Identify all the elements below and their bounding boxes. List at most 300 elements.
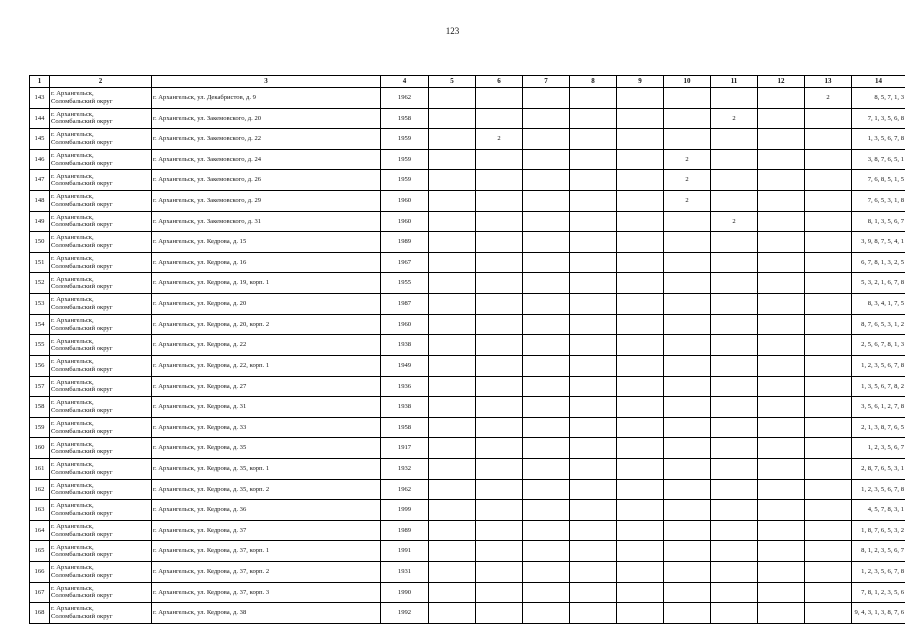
value-cell xyxy=(476,314,523,335)
district-line: Соломбальский округ xyxy=(51,427,113,435)
district-cell xyxy=(50,458,152,479)
column-header: 14 xyxy=(852,76,905,88)
list-cell: 1, 3, 5, 6, 7, 8 xyxy=(852,129,905,150)
value-cell xyxy=(523,562,570,583)
value-cell xyxy=(617,520,664,541)
value-cell: 2 xyxy=(664,149,711,170)
value-cell xyxy=(758,520,805,541)
value-cell xyxy=(523,417,570,438)
year-cell: 1992 xyxy=(381,603,429,624)
table-row xyxy=(30,500,905,521)
address-cell: г. Архангельск, ул. Кедрова, д. 37 xyxy=(152,520,381,541)
value-cell xyxy=(617,335,664,356)
address-cell: г. Архангельск, ул. Кедрова, д. 22 xyxy=(152,335,381,356)
value-cell xyxy=(758,294,805,315)
value-cell xyxy=(617,232,664,253)
district-cell xyxy=(50,376,152,397)
year-cell: 1987 xyxy=(381,294,429,315)
value-cell xyxy=(617,582,664,603)
year-cell: 1989 xyxy=(381,232,429,253)
table-row xyxy=(30,191,905,212)
value-cell xyxy=(429,335,476,356)
value-cell xyxy=(805,355,852,376)
value-cell xyxy=(805,273,852,294)
value-cell xyxy=(711,520,758,541)
value-cell xyxy=(617,603,664,624)
value-cell xyxy=(523,232,570,253)
address-cell: г. Архангельск, ул. Кедрова, д. 35 xyxy=(152,438,381,459)
district-cell xyxy=(50,149,152,170)
value-cell xyxy=(664,314,711,335)
district-cell xyxy=(50,129,152,150)
value-cell xyxy=(758,170,805,191)
district-line: г. Архангельск, xyxy=(51,213,94,221)
value-cell xyxy=(476,294,523,315)
value-cell xyxy=(711,149,758,170)
row-number: 163 xyxy=(30,500,50,521)
list-cell: 8, 7, 6, 5, 3, 1, 2 xyxy=(852,314,905,335)
row-number: 166 xyxy=(30,562,50,583)
table-row xyxy=(30,376,905,397)
list-cell: 1, 2, 3, 5, 6, 7, 8 xyxy=(852,479,905,500)
district-line: г. Архангельск, xyxy=(51,564,94,572)
row-number: 153 xyxy=(30,294,50,315)
year-cell: 1958 xyxy=(381,417,429,438)
value-cell xyxy=(570,314,617,335)
value-cell xyxy=(476,438,523,459)
address-cell: г. Архангельск, ул. Кедрова, д. 27 xyxy=(152,376,381,397)
district-line: Соломбальский округ xyxy=(51,551,113,559)
value-cell xyxy=(711,500,758,521)
district-line: Соломбальский округ xyxy=(51,509,113,517)
value-cell xyxy=(523,252,570,273)
year-cell: 1962 xyxy=(381,88,429,109)
row-number: 149 xyxy=(30,211,50,232)
value-cell xyxy=(805,603,852,624)
table-body xyxy=(30,88,905,624)
value-cell xyxy=(758,376,805,397)
value-cell xyxy=(523,149,570,170)
list-cell: 1, 8, 7, 6, 5, 3, 2 xyxy=(852,520,905,541)
value-cell xyxy=(523,458,570,479)
district-cell xyxy=(50,582,152,603)
district-line: Соломбальский округ xyxy=(51,303,113,311)
value-cell xyxy=(664,520,711,541)
district-cell xyxy=(50,479,152,500)
value-cell xyxy=(429,211,476,232)
value-cell xyxy=(523,191,570,212)
address-cell: г. Архангельск, ул. Декабристов, д. 9 xyxy=(152,88,381,109)
value-cell xyxy=(711,191,758,212)
value-cell xyxy=(570,108,617,129)
value-cell xyxy=(805,541,852,562)
value-cell xyxy=(429,149,476,170)
value-cell xyxy=(476,355,523,376)
value-cell: 2 xyxy=(805,88,852,109)
district-line: г. Архангельск, xyxy=(51,358,94,366)
value-cell xyxy=(476,417,523,438)
district-line: г. Архангельск, xyxy=(51,419,94,427)
value-cell: 2 xyxy=(664,191,711,212)
value-cell: 2 xyxy=(664,170,711,191)
value-cell xyxy=(758,417,805,438)
value-cell xyxy=(664,294,711,315)
value-cell xyxy=(664,438,711,459)
value-cell xyxy=(523,211,570,232)
value-cell xyxy=(570,541,617,562)
value-cell xyxy=(476,335,523,356)
district-line: Соломбальский округ xyxy=(51,489,113,497)
district-line: г. Архангельск, xyxy=(51,461,94,469)
table-row xyxy=(30,335,905,356)
value-cell xyxy=(523,108,570,129)
district-line: г. Архангельск, xyxy=(51,543,94,551)
value-cell xyxy=(617,458,664,479)
value-cell xyxy=(617,397,664,418)
address-cell: г. Архангельск, ул. Кедрова, д. 37, корп. 1 xyxy=(152,541,381,562)
value-cell xyxy=(617,417,664,438)
year-cell: 1936 xyxy=(381,376,429,397)
table-row xyxy=(30,541,905,562)
value-cell xyxy=(523,376,570,397)
row-number: 144 xyxy=(30,108,50,129)
table-row xyxy=(30,294,905,315)
value-cell xyxy=(570,438,617,459)
column-header: 8 xyxy=(570,76,617,88)
value-cell xyxy=(476,520,523,541)
row-number: 164 xyxy=(30,520,50,541)
value-cell xyxy=(758,479,805,500)
district-cell xyxy=(50,520,152,541)
row-number: 152 xyxy=(30,273,50,294)
table-row xyxy=(30,603,905,624)
value-cell xyxy=(664,562,711,583)
district-cell xyxy=(50,541,152,562)
row-number: 150 xyxy=(30,232,50,253)
value-cell xyxy=(664,355,711,376)
housing-registry-table xyxy=(29,75,905,624)
value-cell xyxy=(711,232,758,253)
district-line: Соломбальский округ xyxy=(51,571,113,579)
row-number: 155 xyxy=(30,335,50,356)
value-cell: 2 xyxy=(711,211,758,232)
district-line: г. Архангельск, xyxy=(51,523,94,530)
value-cell xyxy=(429,314,476,335)
column-header: 9 xyxy=(617,76,664,88)
list-cell: 6, 7, 8, 1, 3, 2, 5 xyxy=(852,252,905,273)
value-cell xyxy=(805,314,852,335)
value-cell xyxy=(570,129,617,150)
value-cell xyxy=(758,273,805,294)
value-cell xyxy=(429,191,476,212)
district-cell xyxy=(50,438,152,459)
value-cell xyxy=(570,88,617,109)
row-number: 156 xyxy=(30,355,50,376)
district-line: г. Архангельск, xyxy=(51,110,94,118)
row-number: 143 xyxy=(30,88,50,109)
value-cell xyxy=(570,191,617,212)
value-cell xyxy=(664,335,711,356)
address-cell: г. Архангельск, ул. Кедрова, д. 38 xyxy=(152,603,381,624)
district-line: Соломбальский округ xyxy=(51,200,113,208)
column-header: 12 xyxy=(758,76,805,88)
year-cell: 1991 xyxy=(381,541,429,562)
district-cell xyxy=(50,603,152,624)
address-cell: г. Архангельск, ул. Кедрова, д. 31 xyxy=(152,397,381,418)
value-cell xyxy=(429,397,476,418)
district-cell xyxy=(50,108,152,129)
year-cell: 1938 xyxy=(381,397,429,418)
address-cell: г. Архангельск, ул. Кедрова, д. 20, корп. 2 xyxy=(152,314,381,335)
value-cell xyxy=(711,397,758,418)
column-header: 7 xyxy=(523,76,570,88)
value-cell xyxy=(523,603,570,624)
value-cell xyxy=(429,417,476,438)
value-cell xyxy=(758,88,805,109)
value-cell xyxy=(476,88,523,109)
value-cell xyxy=(617,541,664,562)
district-line: г. Архангельск, xyxy=(51,399,94,407)
value-cell xyxy=(429,479,476,500)
table-row xyxy=(30,273,905,294)
district-line: Соломбальский округ xyxy=(51,118,113,126)
year-cell: 1999 xyxy=(381,500,429,521)
district-line: Соломбальский округ xyxy=(51,365,113,373)
year-cell: 1960 xyxy=(381,191,429,212)
district-line: Соломбальский округ xyxy=(51,159,113,167)
value-cell xyxy=(523,541,570,562)
list-cell: 1, 3, 5, 6, 7, 8, 2 xyxy=(852,376,905,397)
value-cell xyxy=(758,252,805,273)
column-header: 5 xyxy=(429,76,476,88)
address-cell: г. Архангельск, ул. Кедрова, д. 37, корп. 2 xyxy=(152,562,381,583)
value-cell xyxy=(758,129,805,150)
value-cell xyxy=(805,211,852,232)
value-cell xyxy=(664,417,711,438)
value-cell xyxy=(617,129,664,150)
value-cell xyxy=(429,232,476,253)
value-cell xyxy=(617,500,664,521)
district-line: г. Архангельск, xyxy=(51,193,94,201)
address-cell: г. Архангельск, ул. Кедрова, д. 16 xyxy=(152,252,381,273)
value-cell xyxy=(570,397,617,418)
table-row xyxy=(30,520,905,541)
district-line: г. Архангельск, xyxy=(51,255,94,263)
value-cell xyxy=(617,273,664,294)
value-cell xyxy=(758,397,805,418)
value-cell xyxy=(617,149,664,170)
list-cell: 7, 8, 1, 2, 3, 5, 6 xyxy=(852,582,905,603)
value-cell xyxy=(429,294,476,315)
value-cell xyxy=(617,88,664,109)
list-cell: 2, 8, 7, 6, 5, 3, 1 xyxy=(852,458,905,479)
value-cell xyxy=(711,335,758,356)
value-cell xyxy=(429,500,476,521)
year-cell: 1989 xyxy=(381,520,429,541)
row-number: 168 xyxy=(30,603,50,624)
value-cell xyxy=(805,500,852,521)
value-cell xyxy=(711,252,758,273)
table-row xyxy=(30,108,905,129)
year-cell: 1917 xyxy=(381,438,429,459)
value-cell xyxy=(664,582,711,603)
value-cell xyxy=(758,603,805,624)
value-cell xyxy=(805,191,852,212)
value-cell xyxy=(570,335,617,356)
value-cell xyxy=(805,397,852,418)
year-cell: 1955 xyxy=(381,273,429,294)
column-header: 4 xyxy=(381,76,429,88)
row-number: 146 xyxy=(30,149,50,170)
value-cell xyxy=(805,562,852,583)
value-cell xyxy=(805,438,852,459)
list-cell: 8, 1, 2, 3, 5, 6, 7 xyxy=(852,541,905,562)
row-number: 162 xyxy=(30,479,50,500)
value-cell xyxy=(523,314,570,335)
value-cell xyxy=(570,170,617,191)
value-cell xyxy=(476,170,523,191)
year-cell: 1949 xyxy=(381,355,429,376)
district-cell xyxy=(50,232,152,253)
table-row xyxy=(30,417,905,438)
row-number: 167 xyxy=(30,582,50,603)
table-row xyxy=(30,314,905,335)
list-cell: 2, 5, 6, 7, 8, 1, 3 xyxy=(852,335,905,356)
year-cell: 1990 xyxy=(381,582,429,603)
list-cell: 7, 1, 3, 5, 6, 8 xyxy=(852,108,905,129)
address-cell: г. Архангельск, ул. Кедрова, д. 35, корп. 1 xyxy=(152,458,381,479)
value-cell xyxy=(570,232,617,253)
value-cell xyxy=(617,108,664,129)
value-cell xyxy=(617,562,664,583)
district-line: г. Архангельск, xyxy=(51,296,94,304)
address-cell: г. Архангельск, ул. Закемовского, д. 31 xyxy=(152,211,381,232)
value-cell xyxy=(758,458,805,479)
value-cell xyxy=(570,458,617,479)
value-cell xyxy=(570,479,617,500)
district-cell xyxy=(50,417,152,438)
list-cell: 3, 8, 7, 6, 5, 1 xyxy=(852,149,905,170)
value-cell xyxy=(476,191,523,212)
value-cell xyxy=(429,438,476,459)
district-line: г. Архангельск, xyxy=(51,275,94,283)
value-cell xyxy=(664,397,711,418)
list-cell: 8, 5, 7, 1, 3 xyxy=(852,88,905,109)
district-line: Соломбальский округ xyxy=(51,242,113,250)
value-cell xyxy=(429,541,476,562)
district-line: Соломбальский округ xyxy=(51,324,113,332)
year-cell: 1962 xyxy=(381,479,429,500)
district-line: Соломбальский округ xyxy=(51,97,113,105)
list-cell: 7, 6, 5, 3, 1, 8 xyxy=(852,191,905,212)
value-cell xyxy=(523,479,570,500)
value-cell xyxy=(429,458,476,479)
row-number: 154 xyxy=(30,314,50,335)
row-number: 161 xyxy=(30,458,50,479)
value-cell xyxy=(664,479,711,500)
list-cell: 5, 3, 2, 1, 6, 7, 8 xyxy=(852,273,905,294)
district-cell xyxy=(50,355,152,376)
value-cell xyxy=(711,417,758,438)
value-cell xyxy=(711,314,758,335)
value-cell xyxy=(523,294,570,315)
value-cell xyxy=(758,582,805,603)
district-cell xyxy=(50,170,152,191)
value-cell xyxy=(617,314,664,335)
value-cell xyxy=(429,88,476,109)
value-cell xyxy=(758,500,805,521)
district-line: г. Архангельск, xyxy=(51,440,94,448)
address-cell: г. Архангельск, ул. Кедрова, д. 35, корп. 2 xyxy=(152,479,381,500)
value-cell: 2 xyxy=(711,108,758,129)
value-cell xyxy=(476,211,523,232)
list-cell: 7, 6, 8, 5, 1, 5 xyxy=(852,170,905,191)
value-cell xyxy=(711,582,758,603)
value-cell xyxy=(711,479,758,500)
district-line: Соломбальский округ xyxy=(51,468,113,476)
value-cell xyxy=(523,397,570,418)
value-cell xyxy=(805,232,852,253)
address-cell: г. Архангельск, ул. Закемовского, д. 29 xyxy=(152,191,381,212)
value-cell xyxy=(570,294,617,315)
value-cell xyxy=(523,273,570,294)
value-cell xyxy=(570,417,617,438)
list-cell: 9, 4, 3, 1, 3, 8, 7, 6 xyxy=(852,603,905,624)
district-line: Соломбальский округ xyxy=(51,180,113,188)
value-cell xyxy=(476,500,523,521)
value-cell xyxy=(805,294,852,315)
district-line: Соломбальский округ xyxy=(51,283,113,291)
value-cell xyxy=(570,149,617,170)
value-cell xyxy=(758,335,805,356)
value-cell xyxy=(664,232,711,253)
district-line: Соломбальский округ xyxy=(51,262,113,270)
value-cell xyxy=(617,252,664,273)
district-line: Соломбальский округ xyxy=(51,448,113,456)
value-cell xyxy=(805,170,852,191)
value-cell xyxy=(523,170,570,191)
value-cell xyxy=(476,541,523,562)
table-row xyxy=(30,479,905,500)
district-line: г. Архангельск, xyxy=(51,502,94,510)
row-number: 151 xyxy=(30,252,50,273)
value-cell xyxy=(476,376,523,397)
value-cell xyxy=(805,479,852,500)
value-cell xyxy=(805,335,852,356)
year-cell: 1967 xyxy=(381,252,429,273)
value-cell xyxy=(570,211,617,232)
value-cell xyxy=(617,211,664,232)
year-cell: 1959 xyxy=(381,149,429,170)
value-cell xyxy=(805,108,852,129)
value-cell xyxy=(711,355,758,376)
value-cell xyxy=(570,562,617,583)
value-cell: 2 xyxy=(476,129,523,150)
district-line: Соломбальский округ xyxy=(51,613,113,621)
value-cell xyxy=(570,252,617,273)
district-cell xyxy=(50,500,152,521)
list-cell: 1, 2, 3, 5, 6, 7, 8 xyxy=(852,355,905,376)
district-line: г. Архангельск, xyxy=(51,131,94,139)
value-cell xyxy=(664,376,711,397)
district-line: г. Архангельск, xyxy=(51,378,94,386)
value-cell xyxy=(805,417,852,438)
list-cell: 1, 2, 3, 5, 6, 7 xyxy=(852,438,905,459)
value-cell xyxy=(758,191,805,212)
table-row xyxy=(30,170,905,191)
row-number: 147 xyxy=(30,170,50,191)
table-row xyxy=(30,355,905,376)
